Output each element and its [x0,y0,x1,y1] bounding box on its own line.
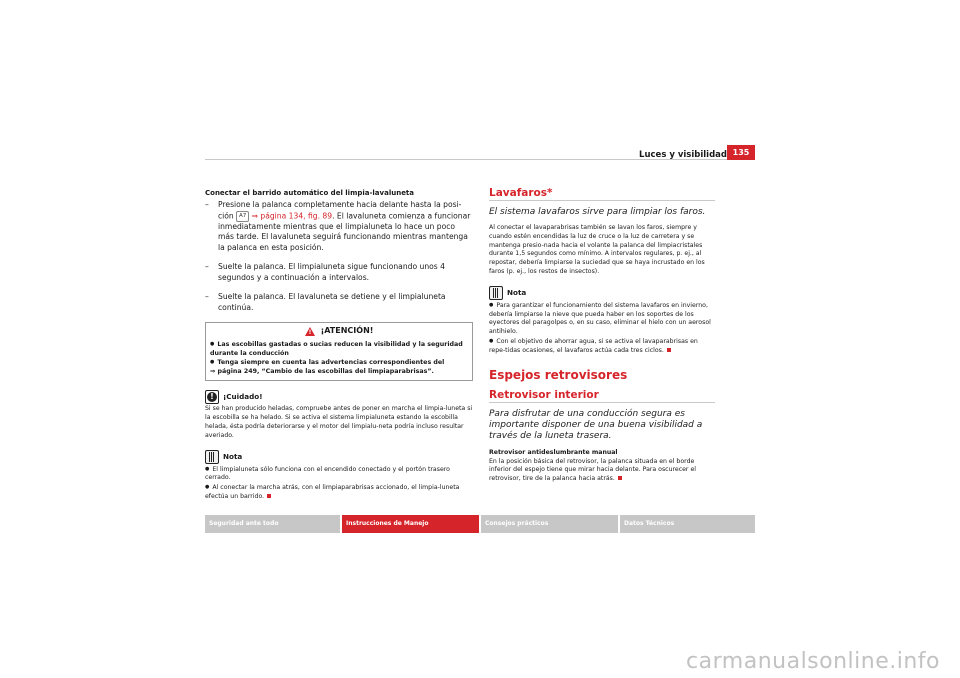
warning-triangle-icon: ! [305,327,315,336]
steps-list [205,200,473,313]
retrovisor-text: En la posición básica del retrovisor, la palanca situada en el borde inferior del espejo tiene que mirar hacia delante. Para oscurecer el retrovisor, tire de la palanca hacia atrás. [489,457,696,483]
end-mark-icon [618,476,622,480]
footer-tab-consejos[interactable]: Consejos prácticos [481,515,618,533]
lavafaros-note-item-2: ● Con el objetivo de ahorrar agua, si se activa el lavaparabrisas en repe-tidas ocasiones, el lavafaros actúa cada tres ciclos. [489,337,715,356]
lavafaros-subtitle: El sistema lavafaros sirve para limpiar los faros. [489,207,706,217]
page-ref-link[interactable]: ⇒ página 134, fig. 89 [251,211,333,220]
warning-item-2a: ● Tenga siempre en cuenta las advertencias correspondientes del [210,358,468,368]
caution-title: ¡Cuidado! [223,392,263,402]
espejos-heading: Espejos retrovisores [489,367,628,382]
caution-text: Si se han producido heladas, compruebe antes de poner en marcha el limpia-luneta si la escobilla se ha helado. Si se activa el sistema limpialuneta estando la escobilla helada, ésta podría deteriorarse y el motor del limpialu-neta podría incluso resultar averiado. [205,405,473,439]
note-title: Nota [223,451,243,461]
page-number: 135 [727,145,755,160]
retrovisor-subtitle: Para disfrutar de una conducción segura es importante disponer de una buena visibilidad a través de la luneta trasera. [489,408,703,441]
end-mark-icon [267,494,271,498]
watermark: carmanualsonline.info [686,649,940,674]
step-1: – Presione la palanca completamente hacia delante hasta la posi-ción A7 ⇒ página 134, fig. 89. El lavaluneta comienza a funcionar inmediatamente mientras que el limpialuneta lo hace un poco más tarde. El lavaluneta seguirá funcionando mientras mantenga la palanca en esta posición. [205,200,473,253]
retrovisor-label: Retrovisor antideslumbrante manual [489,448,618,456]
step-3: – Suelte la palanca. El lavaluneta se detiene y el limpialuneta continúa. [205,292,473,313]
caution-header [205,390,473,404]
left-heading: Conectar el barrido automático del limpia-lavaluneta [205,189,415,197]
note-icon [205,450,219,464]
footer-tab-datos[interactable]: Datos Técnicos [620,515,755,533]
lavafaros-note-header [489,286,715,300]
lavafaros-note-item-1: ● Para garantizar el funcionamiento del sistema lavafaros en invierno, debería limpiarse la nieve que pueda haber en los soportes de los eyectores del paragolpes o, en su caso, eliminar el hielo con un aerosol antihielo. [489,301,715,337]
warning-header [210,327,468,336]
retrovisor-interior-heading: Retrovisor interior [489,390,715,403]
lavafaros-note-title: Nota [507,287,527,297]
warning-item-1: ● Las escobillas gastadas o sucias reducen la visibilidad y la seguridad durante la conducción [210,340,468,358]
step-2: – Suelte la palanca. El limpialuneta sigue funcionando unos 4 segundos y a continuación a intervalos. [205,262,473,283]
lavafaros-text: Al conectar el lavaparabrisas también se lavan los faros, siempre y cuando estén encendidas la luz de cruce o la luz de carretera y se mantenga presio-nada hacia el volante la palanca del limpiacristales durante 1,5 segundos como mínimo. A intervalos regulares, p. ej., al repostar, debería limpiarse la suciedad que se haya incrustado en los faros (p. ej., los restos de insectos). [489,224,705,275]
header-title: Luces y visibilidad [639,150,727,160]
note-icon [489,286,503,300]
warning-item-2b[interactable]: ⇒ página 249, “Cambio de las escobillas del limpiaparabrisas”. [210,367,434,375]
note-item-1: ● El limpialuneta sólo funciona con el encendido conectado y el portón trasero cerrado. [205,465,473,484]
left-column [205,188,473,502]
note-header [205,450,473,464]
note-item-2: ● Al conectar la marcha atrás, con el limpiaparabrisas accionado, el limpia-luneta efectúa un barrido. [205,483,473,502]
warning-title: ¡ATENCIÓN! [320,326,374,336]
footer-tab-seguridad[interactable]: Seguridad ante todo [205,515,340,533]
caution-icon: ! [205,390,219,404]
end-mark-icon [667,348,671,352]
lavafaros-heading: Lavafaros* [489,188,715,201]
right-column [489,188,715,484]
footer-tab-instrucciones[interactable]: Instrucciones de Manejo [342,515,479,533]
warning-box [205,322,473,381]
marker-a7: A7 [236,211,249,222]
